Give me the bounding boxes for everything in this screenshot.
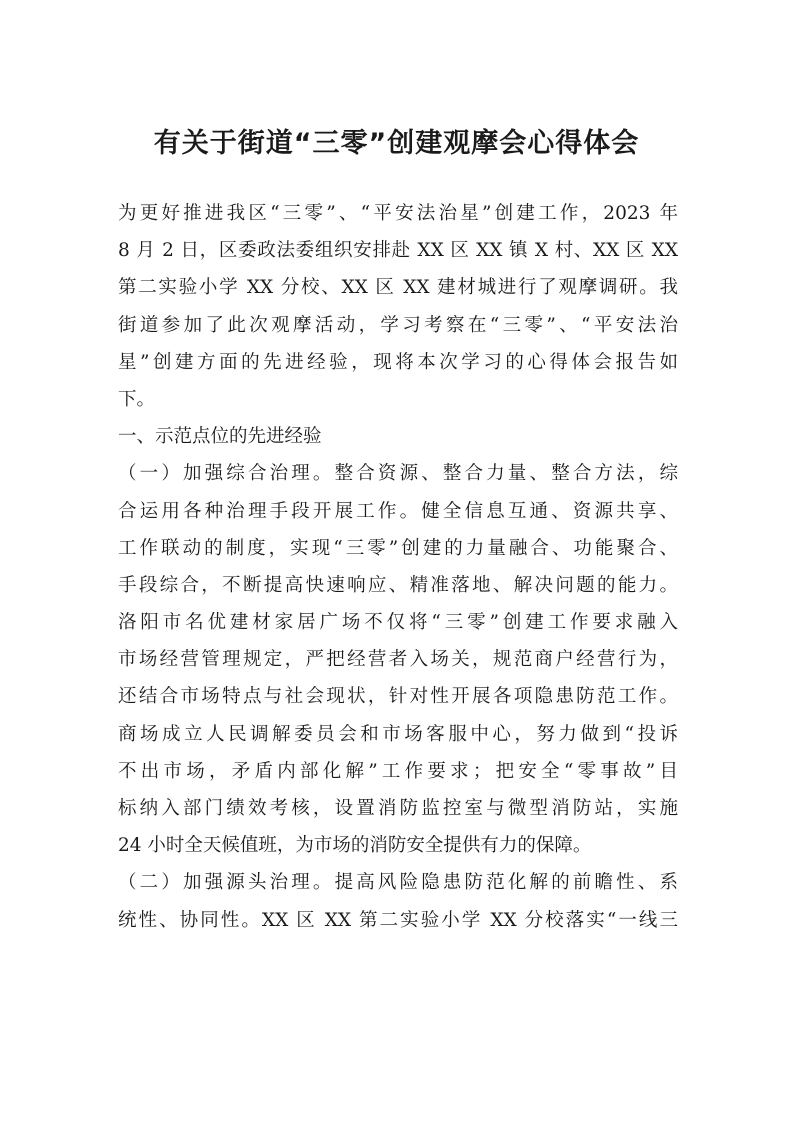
- section-heading: 一、示范点位的先进经验: [118, 426, 322, 448]
- document-title: 有关于街道“三零”创建观摩会心得体会: [153, 128, 640, 159]
- body-line: 为更好推进我区“三零”、“平安法治星”创建工作，2023 年: [118, 203, 678, 224]
- body-line: 第二实验小学 XX 分校、XX 区 XX 建材城进行了观摩调研。我: [118, 277, 678, 299]
- body-line: 统性、协同性。XX 区 XX 第二实验小学 XX 分校落实“一线三: [118, 909, 678, 931]
- body-line: 标纳入部门绩效考核，设置消防监控室与微型消防站，实施: [118, 798, 678, 819]
- body-line: 星”创建方面的先进经验，现将本次学习的心得体会报告如: [118, 351, 678, 373]
- body-line: （一）加强综合治理。整合资源、整合力量、整合方法，综: [118, 463, 678, 485]
- body-line: 工作联动的制度，实现“三零”创建的力量融合、功能聚合、: [118, 537, 678, 559]
- body-line: 洛阳市名优建材家居广场不仅将“三零”创建工作要求融入: [118, 612, 678, 634]
- body-line: 商场成立人民调解委员会和市场客服中心，努力做到“投诉: [118, 723, 678, 745]
- body-line: 合运用各种治理手段开展工作。健全信息互通、资源共享、: [118, 500, 678, 522]
- body-line: 街道参加了此次观摩活动，学习考察在“三零”、“平安法治: [118, 314, 678, 336]
- body-line: 下。: [118, 388, 156, 410]
- body-line: 市场经营管理规定，严把经营者入场关，规范商户经营行为，: [118, 649, 678, 671]
- document-body: [118, 195, 678, 939]
- body-line: （二）加强源头治理。提高风险隐患防范化解的前瞻性、系: [118, 872, 678, 894]
- body-line: 不出市场，矛盾内部化解”工作要求；把安全“零事故”目: [118, 760, 678, 782]
- body-line: 还结合市场特点与社会现状，针对性开展各项隐患防范工作。: [118, 686, 678, 708]
- body-line: 手段综合，不断提高快速响应、精准落地、解决问题的能力。: [118, 574, 678, 596]
- body-line: 24 小时全天候值班，为市场的消防安全提供有力的保障。: [118, 835, 592, 857]
- body-line: 8 月 2 日，区委政法委组织安排赴 XX 区 XX 镇 X 村、XX 区 XX: [118, 240, 678, 262]
